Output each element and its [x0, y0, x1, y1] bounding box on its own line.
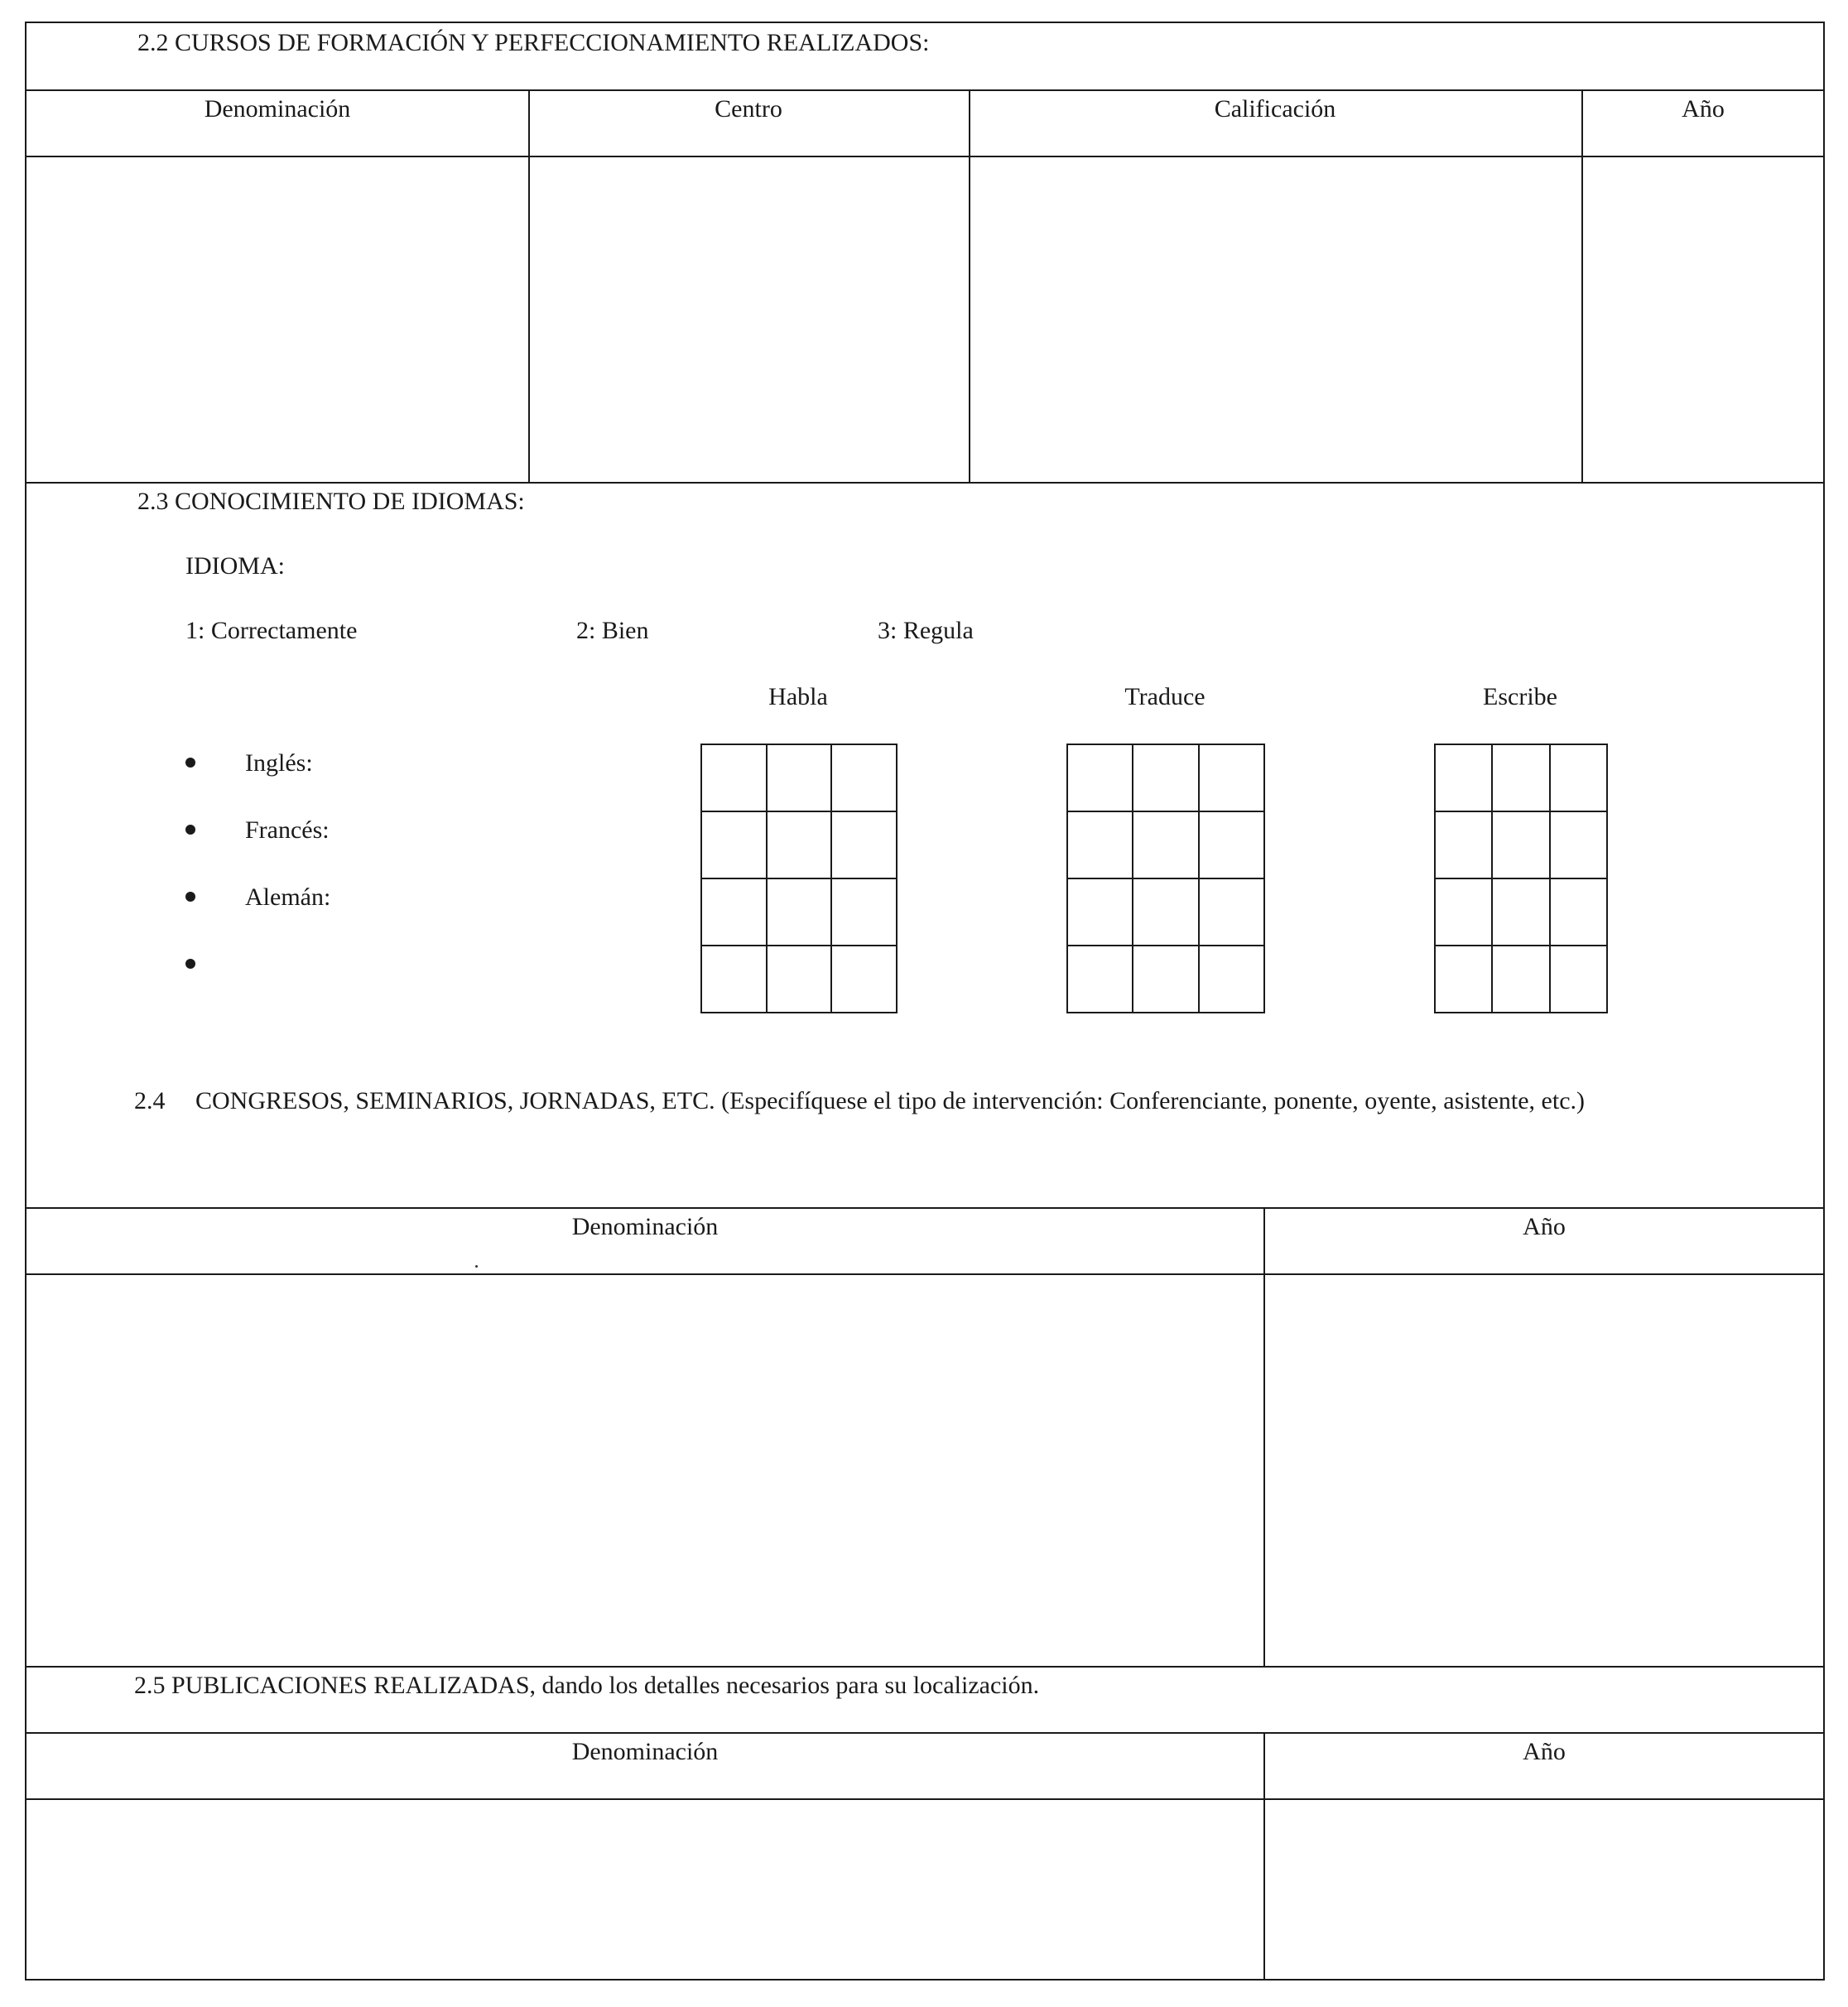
cursos-denominacion-field[interactable]: [28, 157, 527, 480]
escribe-grid: [1434, 744, 1608, 1013]
habla-grid: [700, 744, 898, 1013]
escribe-checkbox[interactable]: [1436, 812, 1493, 879]
traduce-grid: [1066, 744, 1265, 1013]
traduce-checkbox[interactable]: [1133, 946, 1199, 1013]
congresos-col-header-denominacion: Denominación: [571, 1213, 719, 1240]
congresos-denominacion-field[interactable]: [28, 1275, 1262, 1664]
level-2-label: 2: Bien: [576, 617, 649, 644]
skill-escribe-label: Escribe: [1483, 683, 1557, 710]
habla-checkbox[interactable]: [832, 879, 898, 946]
stray-mark: [475, 1265, 478, 1268]
publicaciones-denominacion-field[interactable]: [28, 1800, 1262, 1977]
col-header-ano: Año: [1682, 95, 1725, 123]
traduce-checkbox[interactable]: [1200, 812, 1265, 879]
traduce-checkbox[interactable]: [1068, 879, 1133, 946]
bullet-icon: [185, 825, 195, 835]
congresos-ano-field[interactable]: [1265, 1275, 1823, 1664]
escribe-checkbox[interactable]: [1551, 812, 1608, 879]
language-aleman: Alemán:: [245, 883, 331, 911]
divider: [26, 1666, 1823, 1668]
habla-checkbox[interactable]: [702, 879, 768, 946]
habla-checkbox[interactable]: [768, 745, 833, 812]
skill-traduce-label: Traduce: [1124, 683, 1206, 710]
cursos-centro-field[interactable]: [530, 157, 967, 480]
escribe-checkbox[interactable]: [1551, 745, 1608, 812]
escribe-checkbox[interactable]: [1493, 745, 1550, 812]
publicaciones-col-header-ano: Año: [1523, 1738, 1566, 1765]
section-2-2-title: 2.2 CURSOS DE FORMACIÓN Y PERFECCIONAMIENTO REALIZADOS:: [137, 29, 930, 56]
habla-checkbox[interactable]: [702, 812, 768, 879]
habla-checkbox[interactable]: [768, 879, 833, 946]
language-frances: Francés:: [245, 816, 330, 844]
divider: [26, 482, 1823, 484]
publicaciones-col-header-denominacion: Denominación: [571, 1738, 719, 1765]
cursos-calificacion-field[interactable]: [970, 157, 1580, 480]
congresos-col-header-ano: Año: [1523, 1213, 1566, 1240]
publicaciones-ano-field[interactable]: [1265, 1800, 1823, 1977]
habla-checkbox[interactable]: [832, 946, 898, 1013]
bullet-icon: [185, 892, 195, 902]
section-2-4-title: CONGRESOS, SEMINARIOS, JORNADAS, ETC. (Especifíquese el tipo de intervención: Conferenciante, ponente, oyente, asistente, etc.): [195, 1087, 1586, 1114]
escribe-checkbox[interactable]: [1436, 946, 1493, 1013]
level-1-label: 1: Correctamente: [185, 617, 358, 644]
escribe-checkbox[interactable]: [1493, 812, 1550, 879]
traduce-checkbox[interactable]: [1068, 946, 1133, 1013]
skill-habla-label: Habla: [768, 683, 828, 710]
traduce-checkbox[interactable]: [1133, 812, 1199, 879]
section-2-3-title: 2.3 CONOCIMIENTO DE IDIOMAS:: [137, 488, 525, 515]
divider: [26, 1207, 1823, 1209]
level-3-label: 3: Regula: [878, 617, 974, 644]
traduce-checkbox[interactable]: [1200, 879, 1265, 946]
bullet-icon: [185, 758, 195, 768]
divider: [26, 89, 1823, 91]
cursos-ano-field[interactable]: [1583, 157, 1823, 480]
traduce-checkbox[interactable]: [1200, 946, 1265, 1013]
habla-checkbox[interactable]: [768, 946, 833, 1013]
habla-checkbox[interactable]: [702, 745, 768, 812]
bullet-icon: [185, 959, 195, 969]
language-ingles: Inglés:: [245, 749, 313, 777]
escribe-checkbox[interactable]: [1493, 879, 1550, 946]
escribe-checkbox[interactable]: [1493, 946, 1550, 1013]
traduce-checkbox[interactable]: [1133, 745, 1199, 812]
escribe-checkbox[interactable]: [1436, 879, 1493, 946]
traduce-checkbox[interactable]: [1200, 745, 1265, 812]
traduce-checkbox[interactable]: [1133, 879, 1199, 946]
divider: [26, 1732, 1823, 1734]
cv-form: [25, 22, 1825, 1981]
idioma-label: IDIOMA:: [185, 552, 285, 580]
traduce-checkbox[interactable]: [1068, 812, 1133, 879]
escribe-checkbox[interactable]: [1436, 745, 1493, 812]
escribe-checkbox[interactable]: [1551, 879, 1608, 946]
habla-checkbox[interactable]: [702, 946, 768, 1013]
habla-checkbox[interactable]: [832, 812, 898, 879]
section-2-5-title: 2.5 PUBLICACIONES REALIZADAS, dando los detalles necesarios para su localización.: [134, 1672, 1040, 1699]
col-header-denominacion: Denominación: [204, 95, 351, 123]
habla-checkbox[interactable]: [832, 745, 898, 812]
escribe-checkbox[interactable]: [1551, 946, 1608, 1013]
col-header-centro: Centro: [715, 95, 782, 123]
traduce-checkbox[interactable]: [1068, 745, 1133, 812]
col-header-calificacion: Calificación: [1214, 95, 1336, 123]
section-2-4-number: 2.4: [134, 1087, 166, 1114]
habla-checkbox[interactable]: [768, 812, 833, 879]
